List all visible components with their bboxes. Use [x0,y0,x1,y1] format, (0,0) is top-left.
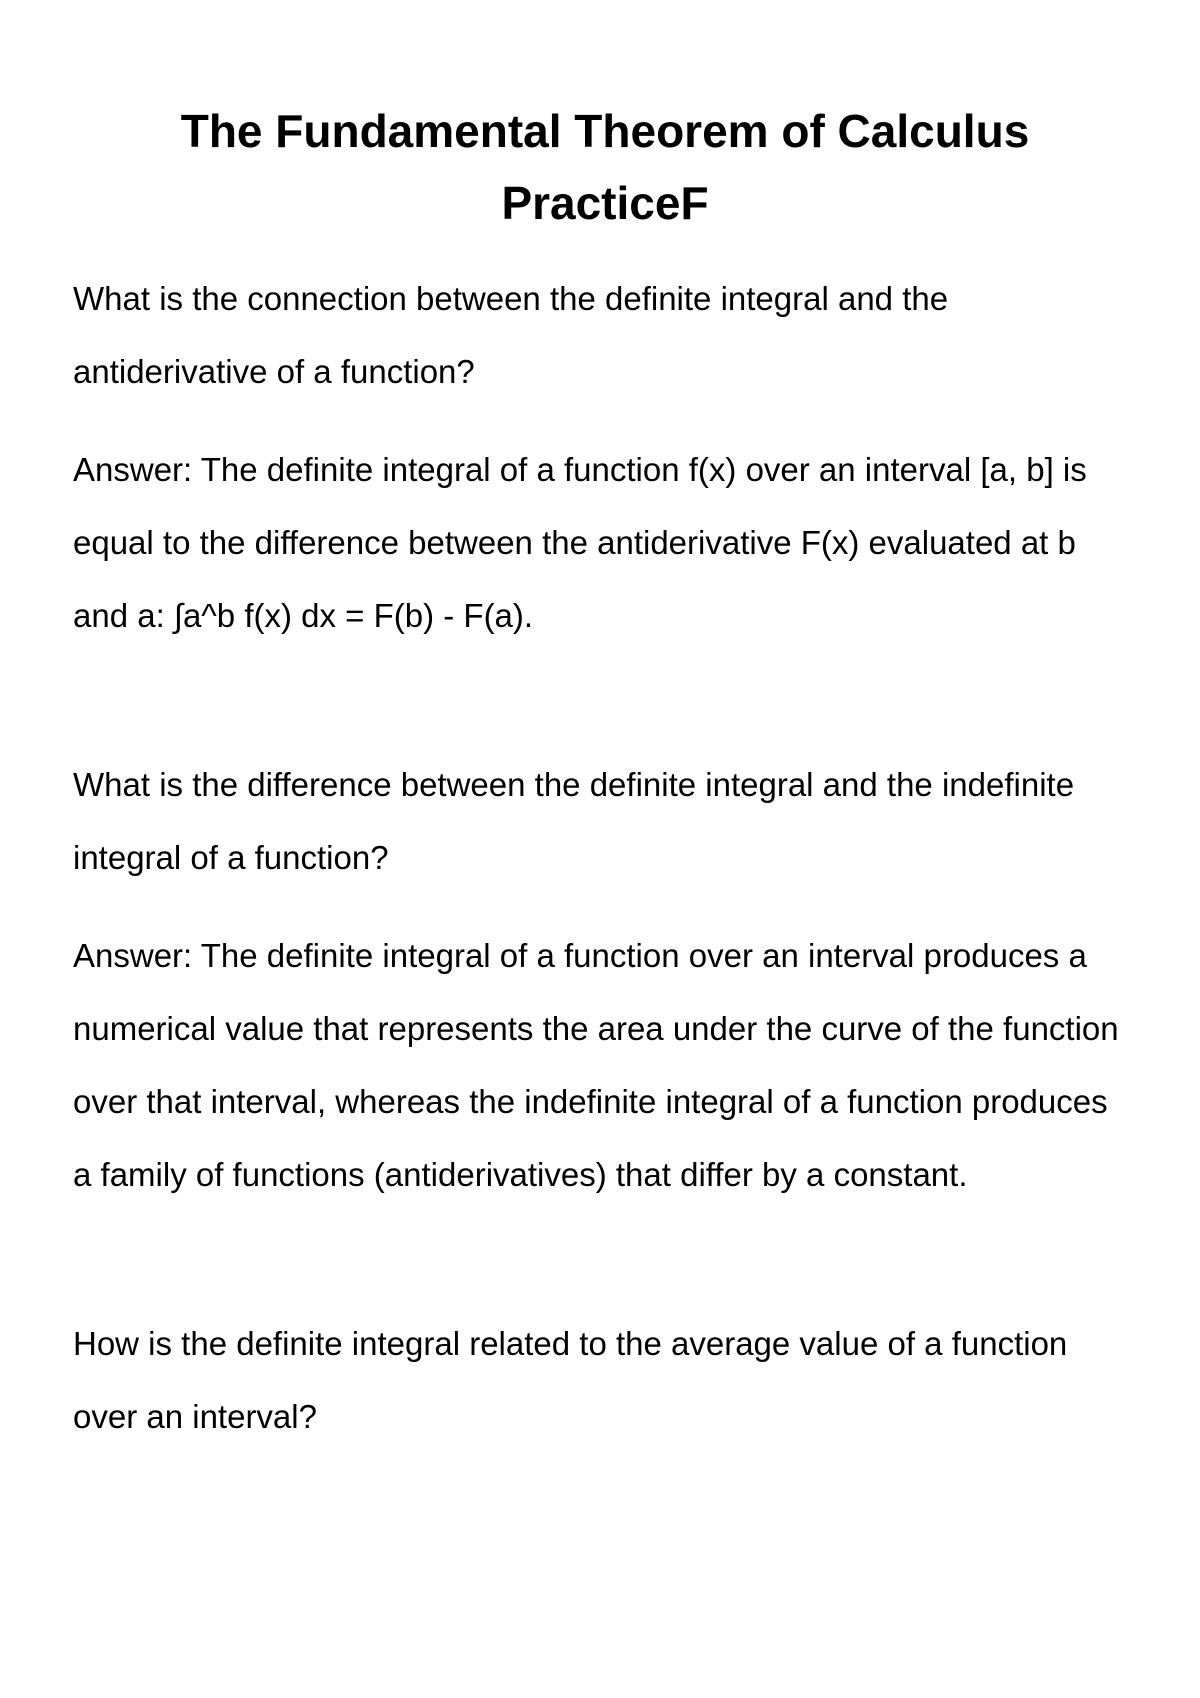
question-text: How is the definite integral related to the average value of a function over an interval? [73,1325,1068,1435]
page-title [73,95,1125,239]
title-line-2: PracticeF [501,177,709,229]
qa-item-3 [73,1307,1125,1453]
title-line-1: The Fundamental Theorem of Calculus [180,105,1030,157]
question-text: What is the difference between the definite integral and the indefinite integral of a function? [73,766,1075,876]
answer-text: Answer: The definite integral of a function over an interval produces a numerical value that represents the area under the curve of the function over that interval, whereas the indefinite integral of a function produces a family of functions (antiderivatives) that differ by a constant. [73,937,1119,1193]
qa-item-1 [73,262,1125,652]
question-text: What is the connection between the definite integral and the antiderivative of a function? [73,280,949,390]
qa-item-2 [73,748,1125,1211]
answer-text: Answer: The definite integral of a function f(x) over an interval [a, b] is equal to the difference between the antiderivative F(x) evaluated at b and a: ∫a^b f(x) dx = F(b) - F(a). [73,451,1087,634]
